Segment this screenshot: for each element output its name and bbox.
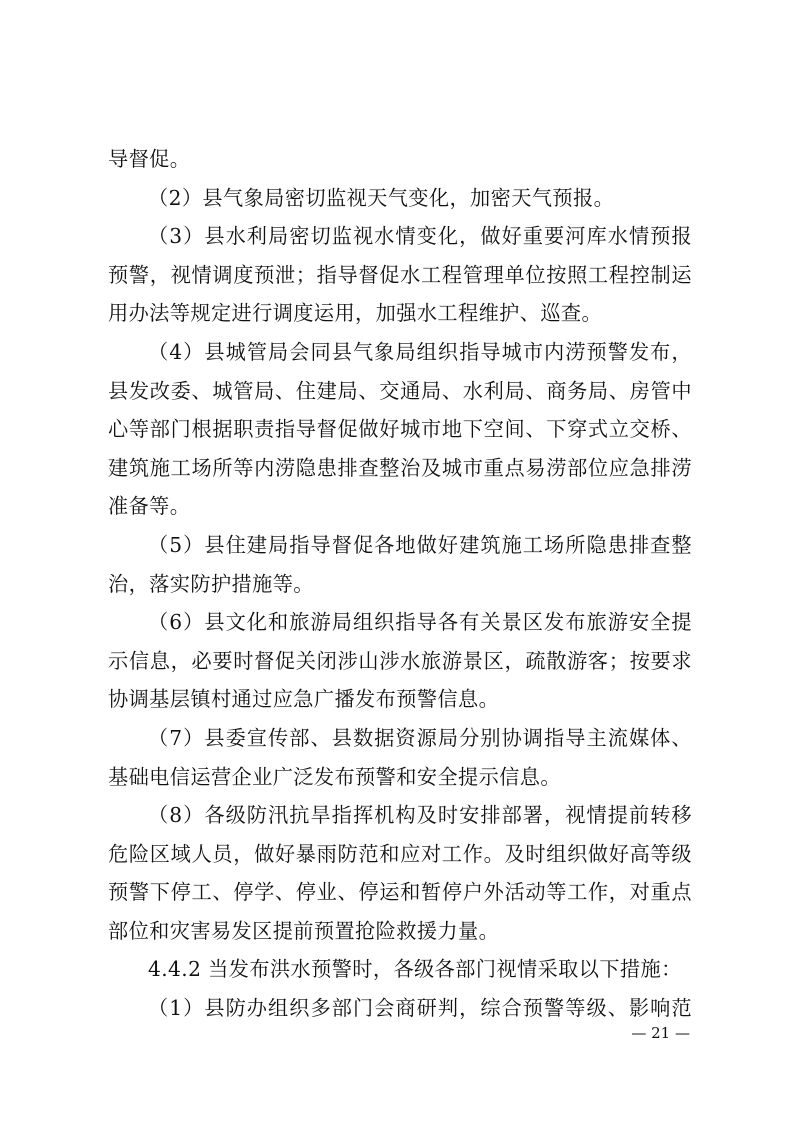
paragraph: 导督促。 [108, 147, 191, 171]
paragraph: （4）县城管局会同县气象局组织指导城市内涝预警发布，县发改委、城管局、住建局、交通局、水利局、商务局、房管中心等部门根据职责指导督促做好城市地下空间、下穿式立交桥、建筑施工场所等内涝隐患排查整治及城市重点易涝部位应急排涝准备等。 [108, 339, 692, 519]
paragraph: （3）县水利局密切监视水情变化，做好重要河库水情预报预警，视情调度预泄；指导督促水工程管理单位按照工程控制运用办法等规定进行调度运用，加强水工程维护、巡查。 [108, 224, 692, 326]
body-text [108, 140, 692, 1028]
page-number: — 21 — [631, 1024, 690, 1042]
paragraph: （5）县住建局指导督促各地做好建筑施工场所隐患排查整治，落实防护措施等。 [108, 532, 692, 596]
paragraph: （1）县防办组织多部门会商研判，综合预警等级、影响范 [148, 996, 692, 1021]
paragraph: 4.4.2 当发布洪水预警时，各级各部门视情采取以下措施： [148, 957, 682, 982]
paragraph: （8）各级防汛抗旱指挥机构及时安排部署，视情提前转移危险区域人员，做好暴雨防范和应对工作。及时组织做好高等级预警下停工、停学、停业、停运和暂停户外活动等工作，对重点部位和灾害易发区提前预置抢险救援力量。 [108, 803, 692, 943]
paragraph: （6）县文化和旅游局组织指导各有关景区发布旅游安全提示信息，必要时督促关闭涉山涉水旅游景区，疏散游客；按要求协调基层镇村通过应急广播发布预警信息。 [108, 610, 692, 712]
paragraph: （7）县委宣传部、县数据资源局分别协调指导主流媒体、基础电信运营企业广泛发布预警和安全提示信息。 [108, 725, 692, 789]
paragraph: （2）县气象局密切监视天气变化，加密天气预报。 [148, 185, 615, 210]
